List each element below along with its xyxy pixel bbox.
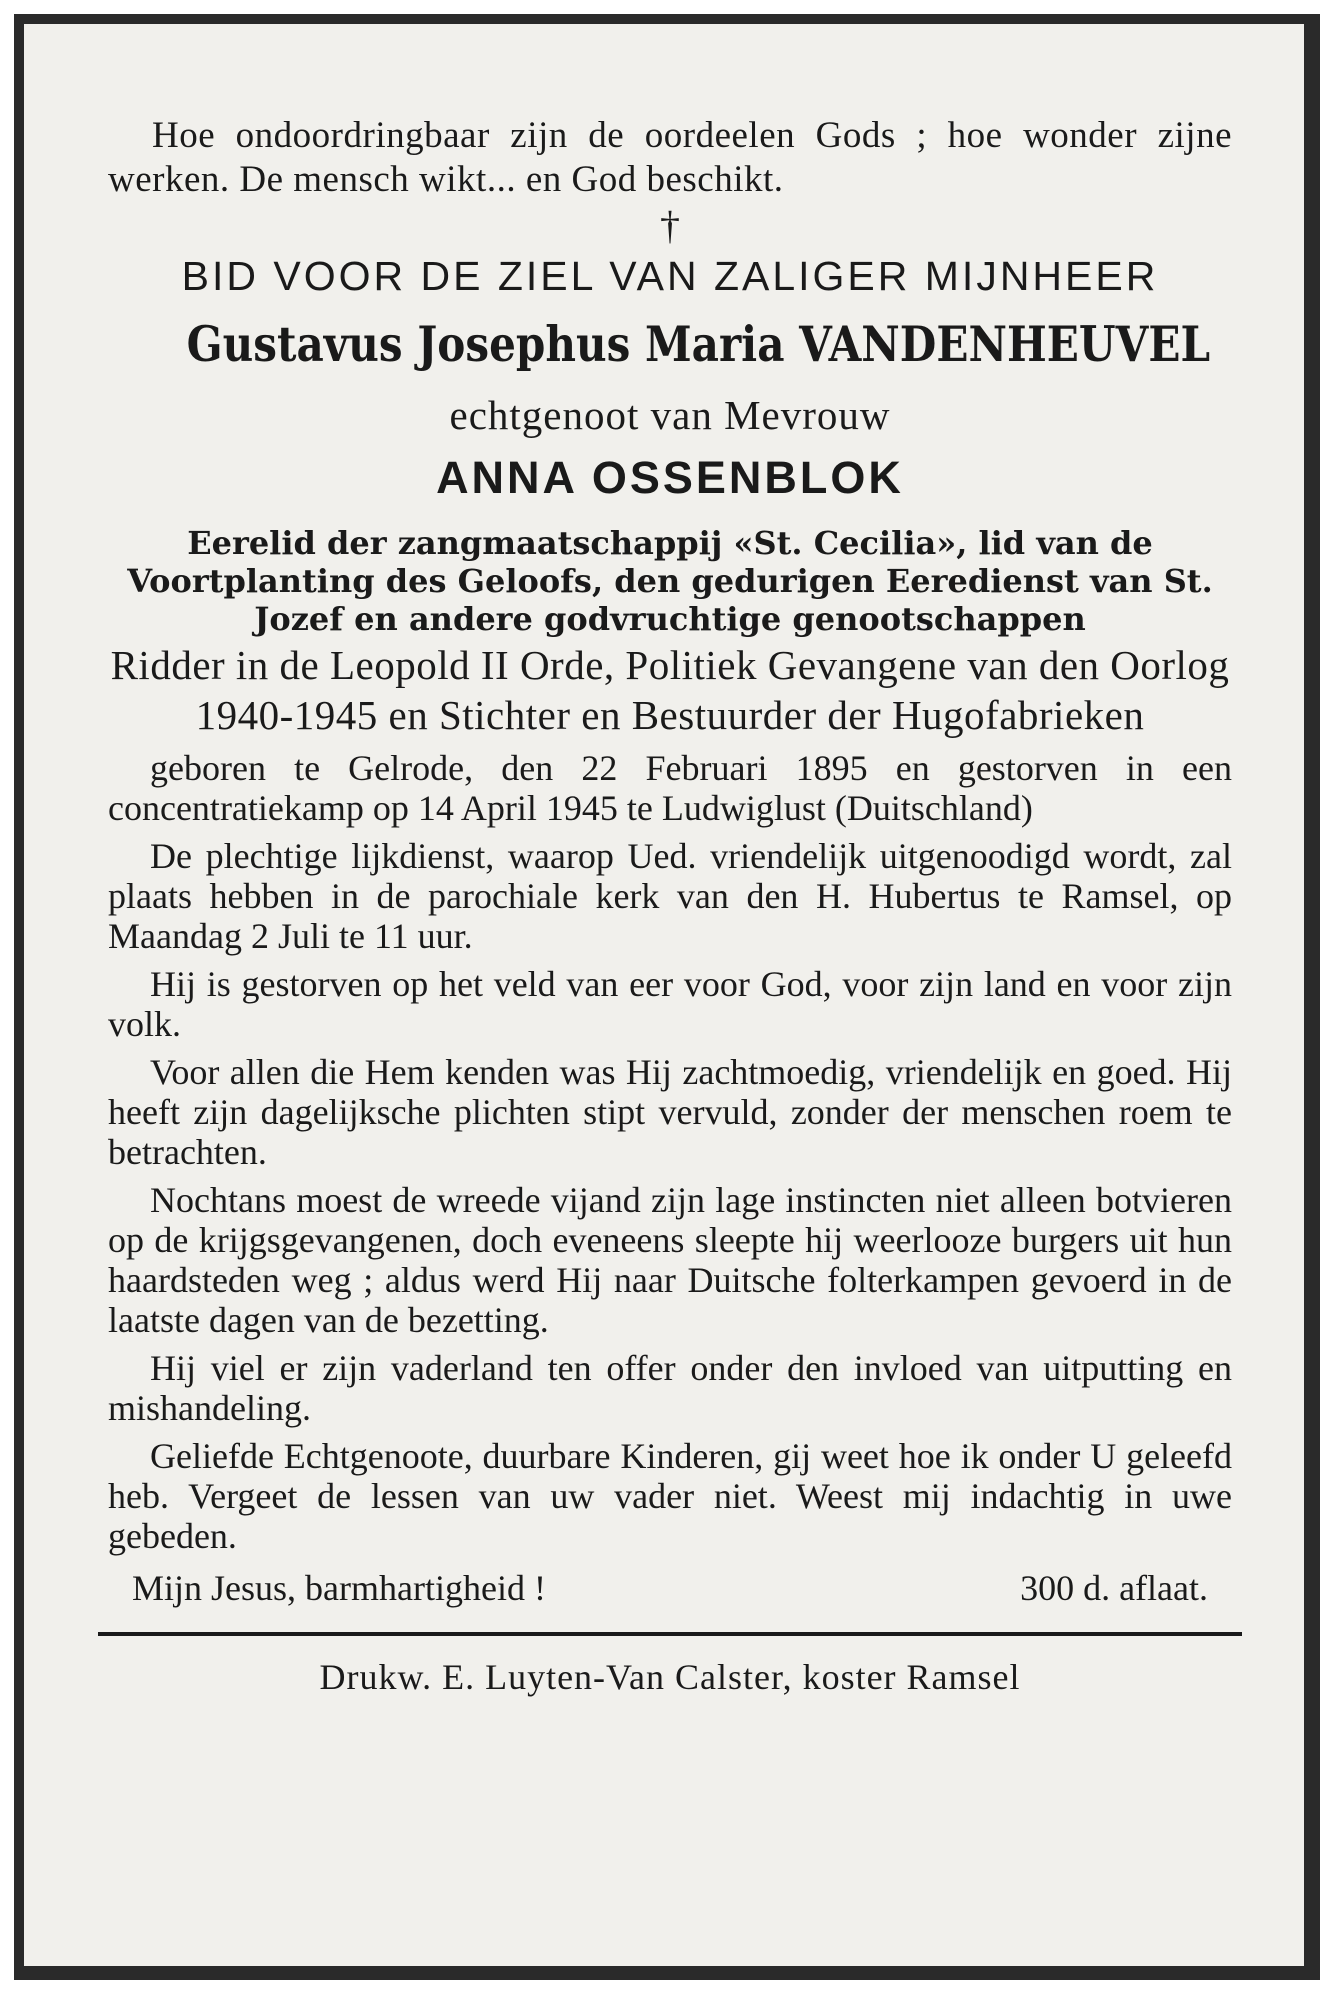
paragraph-text: Voor allen die Hem kenden was Hij zachtmoedig, vriendelijk en goed. Hij heeft zijn dagelijksche plichten stipt vervuld, zonder der menschen roem te betrachten.	[108, 1052, 1232, 1172]
paragraph-text: Hij viel er zijn vaderland ten offer onder den invloed van uitputting en mishandeling.	[108, 1348, 1232, 1428]
indulgence: 300 d. aflaat.	[1020, 1568, 1208, 1608]
paragraph-text: Geliefde Echtgenoote, duurbare Kinderen, gij weet hoe ik onder U geleefd heb. Vergeet de lessen van uw vader niet. Weest mij indachtig in uwe gebeden.	[108, 1436, 1232, 1556]
spouse-intro: echtgenoot van Mevrouw	[449, 392, 891, 438]
paragraph-text: Hij is gestorven op het veld van eer voor God, voor zijn land en voor zijn volk.	[108, 964, 1232, 1044]
closing-prayer: Mijn Jesus, barmhartigheid !	[132, 1568, 546, 1608]
intro-quote	[108, 114, 1232, 202]
honours: Ridder in de Leopold II Orde, Politiek Gevangene van den Oorlog 1940-1945 en Stichter en Bestuurder der Hugofabrieken	[110, 642, 1230, 738]
paragraph	[108, 1348, 1232, 1428]
paragraph-text: Nochtans moest de wreede vijand zijn lage instincten niet alleen botvieren op de krijgsgevangenen, doch eveneens sleepte hij weerlooze burgers uit hun haardsteden weg ; aldus werd Hij naar Duitsche folterkampen gevoerd in de laatste dagen van de bezetting.	[108, 1180, 1232, 1340]
deceased-name: Gustavus Josephus Maria VANDENHEUVEL	[186, 315, 1211, 373]
memberships: Eerelid der zangmaatschappij «St. Cecilia», lid van de Voortplanting des Geloofs, den gedurigen Eeredienst van St. Jozef en andere godvruchtige genootschappen	[127, 524, 1213, 638]
birth-death-text: geboren te Gelrode, den 22 Februari 1895 en gestorven in een concentratiekamp op 14 April 1945 te Ludwiglust (Duitschland)	[108, 748, 1232, 828]
birth-death	[108, 748, 1232, 828]
memorial-card	[14, 14, 1320, 1980]
printer-credit: Drukw. E. Luyten-Van Calster, koster Ramsel	[319, 1657, 1021, 1697]
card-content	[24, 24, 1304, 1966]
body-text	[108, 748, 1232, 1556]
cross-icon: †	[660, 203, 680, 248]
prayer-heading: BID VOOR DE ZIEL VAN ZALIGER MIJNHEER	[181, 253, 1159, 299]
paragraph	[108, 1052, 1232, 1172]
paragraph	[108, 1180, 1232, 1340]
paragraph	[108, 1436, 1232, 1556]
spouse-name: ANNA OSSENBLOK	[436, 452, 904, 503]
closing-line	[108, 1566, 1232, 1610]
paragraph	[108, 836, 1232, 956]
paragraph-text: De plechtige lijkdienst, waarop Ued. vriendelijk uitgenoodigd wordt, zal plaats hebben in de parochiale kerk van den H. Hubertus te Ramsel, op Maandag 2 Juli te 11 uur.	[108, 836, 1232, 956]
divider	[98, 1632, 1242, 1636]
paragraph	[108, 964, 1232, 1044]
intro-text: Hoe ondoordringbaar zijn de oordeelen Gods ; hoe wonder zijne werken. De mensch wikt... en God beschikt.	[108, 115, 1232, 200]
